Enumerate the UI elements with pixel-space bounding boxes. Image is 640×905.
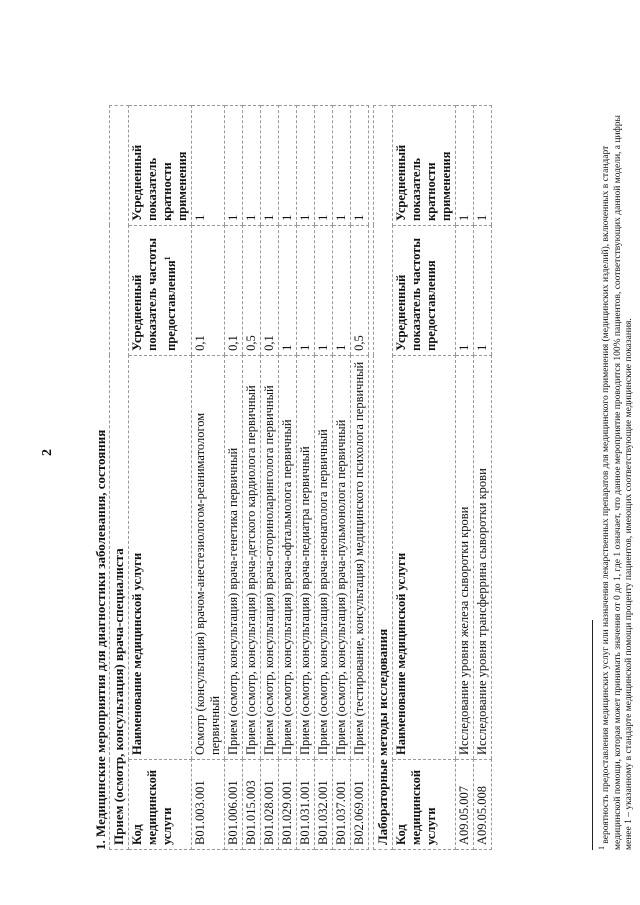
cell-multiplicity: 1 (315, 106, 333, 226)
cell-frequency: 0,1 (225, 225, 243, 355)
cell-name: Прием (осмотр, консультация) врача-офтальмолога первичный (279, 355, 297, 759)
cell-name: Прием (осмотр, консультация) врача-неонатолога первичный (315, 355, 333, 759)
table-header-row (129, 106, 192, 850)
table-row (474, 106, 492, 850)
cell-code: B01.006.001 (225, 760, 243, 850)
cell-code: B01.003.001 (192, 760, 225, 850)
table-subtitle: Лабораторные методы исследования (374, 106, 393, 850)
cell-name: Прием (осмотр, консультация) врача-педиатра первичный (297, 355, 315, 759)
cell-code: B02.069.001 (351, 760, 369, 850)
cell-frequency: 1 (456, 225, 474, 355)
table-row (456, 106, 474, 850)
cell-multiplicity: 1 (456, 106, 474, 226)
cell-code: B01.032.001 (315, 760, 333, 850)
table-row (243, 106, 261, 850)
footnote-marker: 1 (597, 846, 606, 850)
cell-frequency: 0,1 (192, 225, 225, 355)
cell-frequency: 1 (297, 225, 315, 355)
cell-multiplicity: 1 (243, 106, 261, 226)
cell-name: Исследование уровня трансферрина сыворотки крови (474, 355, 492, 759)
cell-multiplicity: 1 (192, 106, 225, 226)
cell-multiplicity: 1 (333, 106, 351, 226)
footnote-marker: 1 (163, 256, 172, 261)
cell-frequency: 0,1 (261, 225, 279, 355)
footnote (592, 90, 636, 850)
header-frequency-label: Усредненный показатель частоты предоставления (130, 237, 179, 351)
header-frequency (129, 225, 192, 355)
cell-code: B01.029.001 (279, 760, 297, 850)
specialist-consultation-table (109, 105, 369, 850)
footnote-text: вероятность предоставления медицинских услуг или назначения лекарственных препаратов для медицинского применения (медицинских изделий), включенных в стандарт медицинской помощи, которая может принимать значения от 0 до 1, где 1 означает, что данное мероприятие проводится 100% пациентов, соответствующих данной модели, а цифры менее 1 – указанному в стандарте медицинской помощи проценту пациентов, имеющих соответствующие медицинские показания. (601, 115, 635, 850)
laboratory-tests-table (373, 105, 492, 850)
cell-code: A09.05.008 (474, 760, 492, 850)
cell-code: B01.015.003 (243, 760, 261, 850)
table-header-row (393, 106, 456, 850)
cell-name: Исследование уровня железа сыворотки крови (456, 355, 474, 759)
cell-code: A09.05.007 (456, 760, 474, 850)
cell-name: Осмотр (консультация) врачом-анестезиологом-реаниматологом первичный (192, 355, 225, 759)
table-row (333, 106, 351, 850)
cell-name: Прием (тестирование, консультация) медицинского психолога первичный (351, 355, 369, 759)
header-multiplicity: Усредненный показатель кратности применения (393, 106, 456, 226)
cell-frequency: 1 (315, 225, 333, 355)
table-row (351, 106, 369, 850)
cell-multiplicity: 1 (297, 106, 315, 226)
header-frequency: Усредненный показатель частоты предоставления (393, 225, 456, 355)
header-code: Код медицинской услуги (393, 760, 456, 850)
cell-multiplicity: 1 (225, 106, 243, 226)
footnote-divider (592, 620, 593, 850)
header-multiplicity: Усредненный показатель кратности применения (129, 106, 192, 226)
cell-code: B01.028.001 (261, 760, 279, 850)
cell-frequency: 1 (279, 225, 297, 355)
cell-multiplicity: 1 (261, 106, 279, 226)
cell-code: B01.037.001 (333, 760, 351, 850)
table-row (261, 106, 279, 850)
table-row (192, 106, 225, 850)
page-number: 2 (40, 449, 55, 456)
cell-multiplicity: 1 (279, 106, 297, 226)
cell-frequency: 0,5 (351, 225, 369, 355)
table-row (225, 106, 243, 850)
cell-name: Прием (осмотр, консультация) врача-оториноларинголога первичный (261, 355, 279, 759)
cell-name: Прием (осмотр, консультация) врача-детского кардиолога первичный (243, 355, 261, 759)
table-row (279, 106, 297, 850)
cell-name: Прием (осмотр, консультация) врача-пульмонолога первичный (333, 355, 351, 759)
section-title: 1. Медицинские мероприятия для диагностики заболевания, состояния (93, 429, 108, 850)
cell-frequency: 1 (474, 225, 492, 355)
cell-frequency: 0,5 (243, 225, 261, 355)
cell-multiplicity: 1 (351, 106, 369, 226)
table-row (297, 106, 315, 850)
cell-name: Прием (осмотр, консультация) врача-генетика первичный (225, 355, 243, 759)
document-content (92, 105, 492, 850)
cell-multiplicity: 1 (474, 106, 492, 226)
header-name: Наименование медицинской услуги (129, 355, 192, 759)
header-code: Код медицинской услуги (129, 760, 192, 850)
table-row (315, 106, 333, 850)
cell-frequency: 1 (333, 225, 351, 355)
header-name: Наименование медицинской услуги (393, 355, 456, 759)
table-subtitle: Прием (осмотр, консультация) врача-специалиста (110, 106, 129, 850)
cell-code: B01.031.001 (297, 760, 315, 850)
